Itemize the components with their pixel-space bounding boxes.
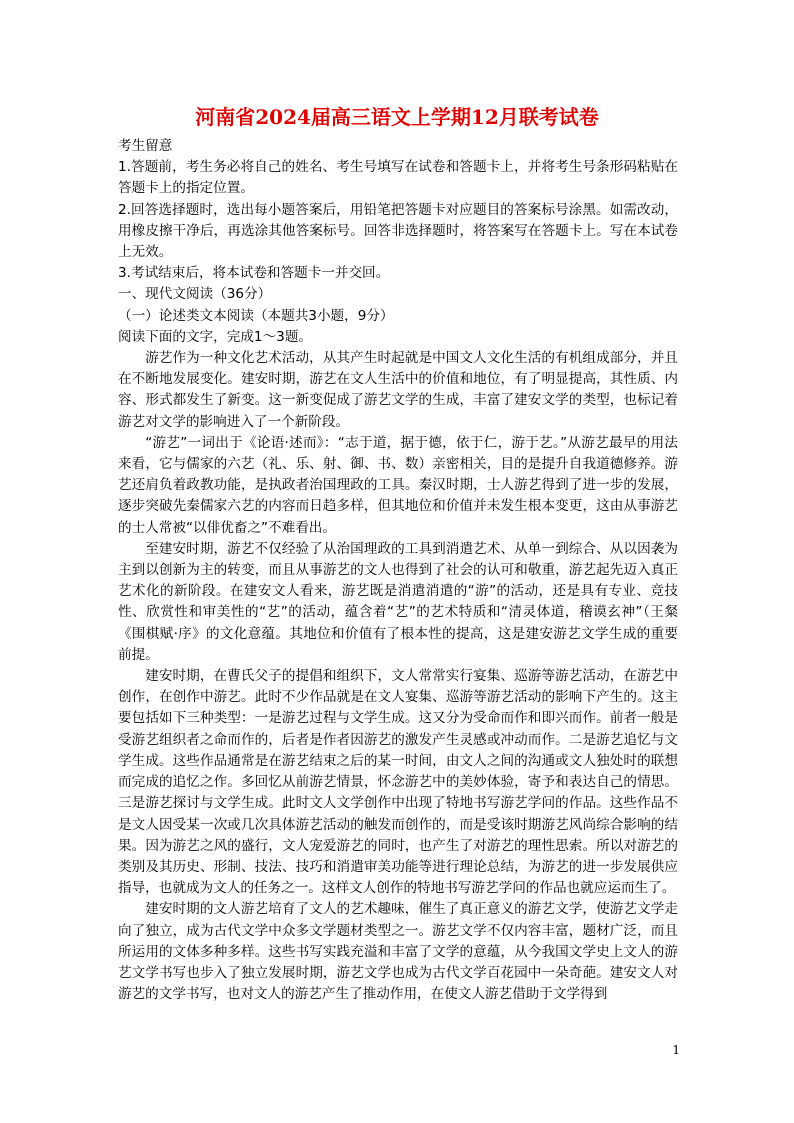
- page-number: 1: [672, 1043, 680, 1057]
- body-paragraph-1: 游艺作为一种文化艺术活动，从其产生时起就是中国文人文化生活的有机组成部分，并且在不断地发展变化。建安时期，游艺在文人生活中的价值和地位，有了明显提高，其性质、内容、形式都发生了新变。这一新变促成了游艺文学的生成，丰富了建安文学的类型，也标记着游艺对文学的影响进入了一个新阶段。: [118, 350, 678, 430]
- body-paragraph-2: “游艺”一词出于《论语·述而》：“志于道，据于德，依于仁，游于艺。”从游艺最早的用法来看，它与儒家的六艺（礼、乐、射、御、书、数）亲密相关，目的是提升自我道德修养。游艺还肩负着政教功能，是执政者治国理政的工具。秦汉时期，士人游艺得到了进一步的发展，逐步突破先秦儒家六艺的内容而日趋多样，但其地位和价值并未发生根本变更，这由从事游艺的士人常被“以俳优畜之”不难看出。: [118, 434, 678, 536]
- body-paragraph-5: 建安时期的文人游艺培育了文人的艺术趣味，催生了真正意义的游艺文学，使游艺文学走向了独立，成为古代文学中众多文学题材类型之一。游艺文学不仅内容丰富，题材广泛，而且所运用的文体多种多样。这些书写实践充溢和丰富了文学的意蕴，从今我国文学史上文人的游艺文学书写也步入了独立发展时期，游艺文学也成为古代文学百花园中一朵奇葩。建安文人对游艺的文学书写，也对文人的游艺产生了推动作用，在使文人游艺借助于文学得到: [118, 901, 678, 1003]
- notice-heading: 考生留意: [118, 138, 173, 154]
- notice-item-2: 2.回答选择题时，选出每小题答案后，用铅笔把答题卡对应题目的答案标号涂黑。如需改动，用橡皮擦干净后，再选涂其他答案标号。回答非选择题时，将答案写在答题卡上。写在本试卷上无效。: [118, 201, 678, 261]
- reading-instruction: 阅读下面的文字，完成1～3题。: [118, 328, 313, 345]
- notice-item-3: 3.考试结束后，将本试卷和答题卡一并交回。: [118, 265, 390, 282]
- subsection-heading: （一）论述类文本阅读（本题共3小题，9分）: [118, 307, 394, 324]
- document-title: 河南省2024届高三语文上学期12月联考试卷: [195, 105, 599, 129]
- document-body: [118, 136, 678, 1005]
- body-paragraph-3: 至建安时期，游艺不仅经验了从治国理政的工具到消遣艺术、从单一到综合、从以因袭为主到以创新为主的转变，而且从事游艺的文人也得到了社会的认可和敬重，游艺起先迈入真正艺术化的新阶段。在建安文人看来，游艺既是消遣消遣的“游”的活动，还是具有专业、竞技性、欣赏性和审美性的“艺”的活动，蕴含着“艺”的艺术特质和“清灵体道，稽谟玄神”（王粲《围棋赋·序》的文化意蕴。其地位和价值有了根本性的提高，这是建安游艺文学生成的重要前提。: [118, 540, 678, 663]
- section-heading: 一、现代文阅读（36分）: [118, 286, 272, 303]
- notice-item-1: 1.答题前，考生务必将自己的姓名、考生号填写在试卷和答题卡上，并将考生号条形码粘贴在答题卡上的指定位置。: [118, 159, 678, 197]
- body-paragraph-4: 建安时期，在曹氏父子的提倡和组织下，文人常常实行宴集、巡游等游艺活动，在游艺中创作，在创作中游艺。此时不少作品就是在文人宴集、巡游等游艺活动的影响下产生的。这主要包括如下三种类型：一是游艺过程与文学生成。这又分为受命而作和即兴而作。前者一般是受游艺组织者之命而作的，后者是作者因游艺的激发产生灵感或冲动而作。二是游艺追忆与文学生成。这些作品通常是在游艺结束之后的某一时间，由文人之间的沟通或文人独处时的联想而完成的追忆之作。多回忆从前游艺情景，怀念游艺中的美妙体验，寄予和表达自己的情思。三是游艺探讨与文学生成。此时文人文学创作中出现了特地书写游艺学问的作品。这些作品不是文人因受某一次或几次具体游艺活动的触发而创作的，而是受该时期游艺风尚综合影响的结果。因为游艺之风的盛行，文人宠爱游艺的同时，也产生了对游艺的理性思索。所以对游艺的类别及其历史、形制、技法、技巧和消遣审美功能等进行理论总结，为游艺的进一步发展供应指导，也就成为文人的任务之一。这样文人创作的特地书写游艺学问的作品也就应运而生了。: [118, 668, 678, 897]
